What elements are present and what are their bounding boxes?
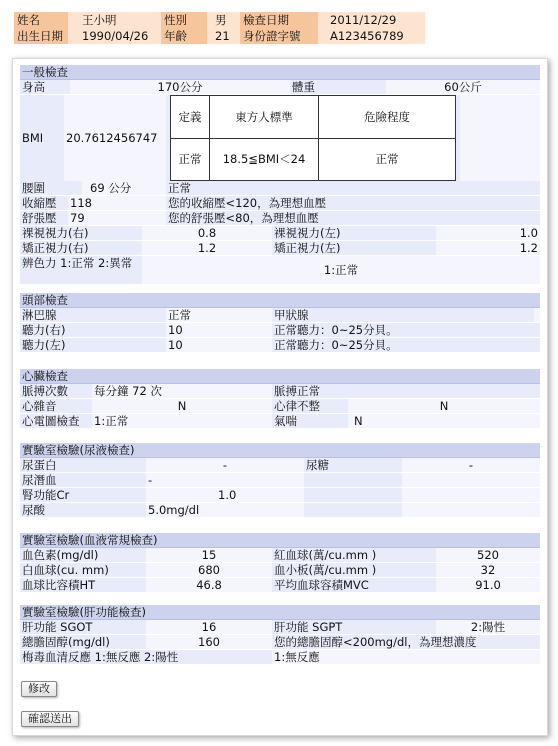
murmur-value: N bbox=[92, 399, 272, 413]
waist-status: 正常 bbox=[166, 181, 540, 195]
uric-acid-value: 5.0mg/dl bbox=[146, 503, 304, 517]
weight-value: 60公斤 bbox=[386, 80, 540, 94]
ecg-value: 1:正常 bbox=[92, 414, 272, 428]
asthma-value: N bbox=[348, 414, 540, 428]
heart-section bbox=[20, 369, 540, 429]
platelet-label: 血小板(萬/cu.mm ) bbox=[272, 563, 436, 577]
exam-date-label: 檢查日期 bbox=[240, 12, 318, 28]
bmi-std-value: 18.5≦BMI＜24 bbox=[210, 138, 319, 181]
blood-section bbox=[20, 533, 540, 593]
age-label: 年齡 bbox=[161, 28, 207, 44]
waist-label: 腰圍 bbox=[20, 181, 82, 195]
rbc-value: 520 bbox=[436, 548, 540, 562]
hemoglobin-label: 血色素(mg/dl) bbox=[20, 548, 146, 562]
name-label: 姓名 bbox=[14, 12, 68, 28]
waist-value: 69 公分 bbox=[82, 181, 166, 195]
patient-header bbox=[14, 12, 425, 44]
uric-acid-label: 尿酸 bbox=[20, 503, 146, 517]
bmi-block bbox=[20, 95, 540, 181]
urine-protein-value: - bbox=[146, 458, 304, 472]
mcv-value: 91.0 bbox=[436, 578, 540, 592]
edit-button[interactable]: 修改 bbox=[21, 681, 57, 697]
pulse-value: 每分鐘 72 次 bbox=[92, 384, 272, 398]
bmi-normal-label: 正常 bbox=[171, 138, 210, 181]
bmi-value: 20.7612456747 bbox=[64, 95, 166, 181]
hearing-right-value: 10 bbox=[166, 323, 272, 337]
sex-value: 男 bbox=[207, 12, 240, 28]
creatinine-label: 腎功能Cr bbox=[20, 488, 146, 502]
systolic-value: 118 bbox=[68, 196, 166, 210]
bmi-std-header: 東方人標準 bbox=[210, 96, 319, 139]
height-label: 身高 bbox=[20, 80, 70, 94]
murmur-label: 心雜音 bbox=[20, 399, 92, 413]
urine-blood-label: 尿潛血 bbox=[20, 473, 146, 487]
rbc-label: 紅血球(萬/cu.mm ) bbox=[272, 548, 436, 562]
birth-label: 出生日期 bbox=[14, 28, 68, 44]
sgpt-value: 2:陽性 bbox=[436, 620, 540, 634]
hearing-right-label: 聽力(右) bbox=[20, 323, 166, 337]
platelet-value: 32 bbox=[436, 563, 540, 577]
cholesterol-note: 您的總膽固醇<200mg/dl，為理想濃度 bbox=[272, 635, 540, 649]
section-title: 實驗室檢驗(尿液檢查) bbox=[20, 443, 540, 458]
general-section bbox=[20, 65, 540, 285]
creatinine-value: 1.0 bbox=[146, 488, 304, 502]
name-value: 王小明 bbox=[68, 12, 161, 28]
bmi-risk-value: 正常 bbox=[319, 138, 456, 181]
urine-section bbox=[20, 443, 540, 518]
hematocrit-label: 血球比容積HT bbox=[20, 578, 146, 592]
sgpt-label: 肝功能 SGPT bbox=[272, 620, 436, 634]
sgot-label: 肝功能 SGOT bbox=[20, 620, 146, 634]
urine-blood-value: - bbox=[146, 473, 304, 487]
age-value: 21 bbox=[207, 28, 240, 44]
birth-value: 1990/04/26 bbox=[68, 28, 161, 44]
hearing-left-label: 聽力(左) bbox=[20, 338, 166, 352]
pulse-label: 脈搏次數 bbox=[20, 384, 92, 398]
urine-protein-label: 尿蛋白 bbox=[20, 458, 146, 472]
color-vision-value: 1:正常 bbox=[142, 256, 540, 284]
liver-section bbox=[20, 605, 540, 665]
vision-right-label: 裸視視力(右) bbox=[20, 226, 142, 240]
hearing-left-note: 正常聽力：0~25分貝。 bbox=[272, 338, 540, 352]
hearing-right-note: 正常聽力：0~25分貝。 bbox=[272, 323, 540, 337]
vision-left-label: 裸視視力(左) bbox=[272, 226, 436, 240]
sgot-value: 16 bbox=[146, 620, 272, 634]
confirm-submit-button[interactable]: 確認送出 bbox=[21, 711, 79, 727]
section-title: 實驗室檢驗(肝功能檢查) bbox=[20, 605, 540, 620]
vision-left-value: 1.0 bbox=[436, 226, 540, 240]
urine-sugar-label: 尿糖 bbox=[304, 458, 402, 472]
exam-date-value: 2011/12/29 bbox=[318, 12, 425, 28]
sex-label: 性別 bbox=[161, 12, 207, 28]
syphilis-value: 1:無反應 bbox=[272, 650, 540, 664]
color-vision-label: 辨色力 1:正常 2:異常 bbox=[20, 256, 142, 284]
neck-section bbox=[20, 293, 540, 353]
hematocrit-value: 46.8 bbox=[146, 578, 272, 592]
section-title: 頭部檢查 bbox=[20, 293, 540, 308]
pulse-status: 脈搏正常 bbox=[272, 384, 540, 398]
report-panel bbox=[12, 58, 548, 736]
bmi-standard-table bbox=[170, 95, 456, 181]
cholesterol-label: 總膽固醇(mg/dl) bbox=[20, 635, 146, 649]
urine-sugar-value: - bbox=[402, 458, 540, 472]
diastolic-value: 79 bbox=[68, 211, 166, 225]
mcv-label: 平均血球容積MVC bbox=[272, 578, 436, 592]
lymph-value: 正常 bbox=[166, 308, 272, 322]
id-label: 身份證字號 bbox=[240, 28, 318, 44]
thyroid-label: 甲狀腺 bbox=[272, 308, 534, 322]
bmi-label: BMI bbox=[22, 131, 44, 145]
wbc-label: 白血球(cu. mm) bbox=[20, 563, 146, 577]
section-title: 一般檢查 bbox=[20, 65, 540, 80]
syphilis-label: 梅毒血清反應 1:無反應 2:陽性 bbox=[20, 650, 272, 664]
wbc-value: 680 bbox=[146, 563, 272, 577]
corrected-left-label: 矯正視力(左) bbox=[272, 241, 436, 255]
ecg-label: 心電圖檢查 bbox=[20, 414, 92, 428]
id-value: A123456789 bbox=[318, 28, 425, 44]
hemoglobin-value: 15 bbox=[146, 548, 272, 562]
corrected-right-value: 1.2 bbox=[142, 241, 272, 255]
weight-label: 體重 bbox=[290, 80, 386, 94]
section-title: 實驗室檢驗(血液常規檢查) bbox=[20, 533, 540, 548]
diastolic-note: 您的舒張壓<80，為理想血壓 bbox=[166, 211, 540, 225]
diastolic-label: 舒張壓 bbox=[20, 211, 68, 225]
asthma-label: 氣喘 bbox=[272, 414, 348, 428]
corrected-right-label: 矯正視力(右) bbox=[20, 241, 142, 255]
arrhythmia-label: 心律不整 bbox=[272, 399, 348, 413]
systolic-note: 您的收縮壓<120，為理想血壓 bbox=[166, 196, 540, 210]
systolic-label: 收縮壓 bbox=[20, 196, 68, 210]
hearing-left-value: 10 bbox=[166, 338, 272, 352]
cholesterol-value: 160 bbox=[146, 635, 272, 649]
height-value: 170公分 bbox=[70, 80, 290, 94]
lymph-label: 淋巴腺 bbox=[20, 308, 166, 322]
section-title: 心臟檢查 bbox=[20, 369, 540, 384]
corrected-left-value: 1.2 bbox=[436, 241, 540, 255]
arrhythmia-value: N bbox=[348, 399, 540, 413]
bmi-def-label: 定義 bbox=[171, 96, 210, 139]
vision-right-value: 0.8 bbox=[142, 226, 272, 240]
bmi-risk-header: 危險程度 bbox=[319, 96, 456, 139]
